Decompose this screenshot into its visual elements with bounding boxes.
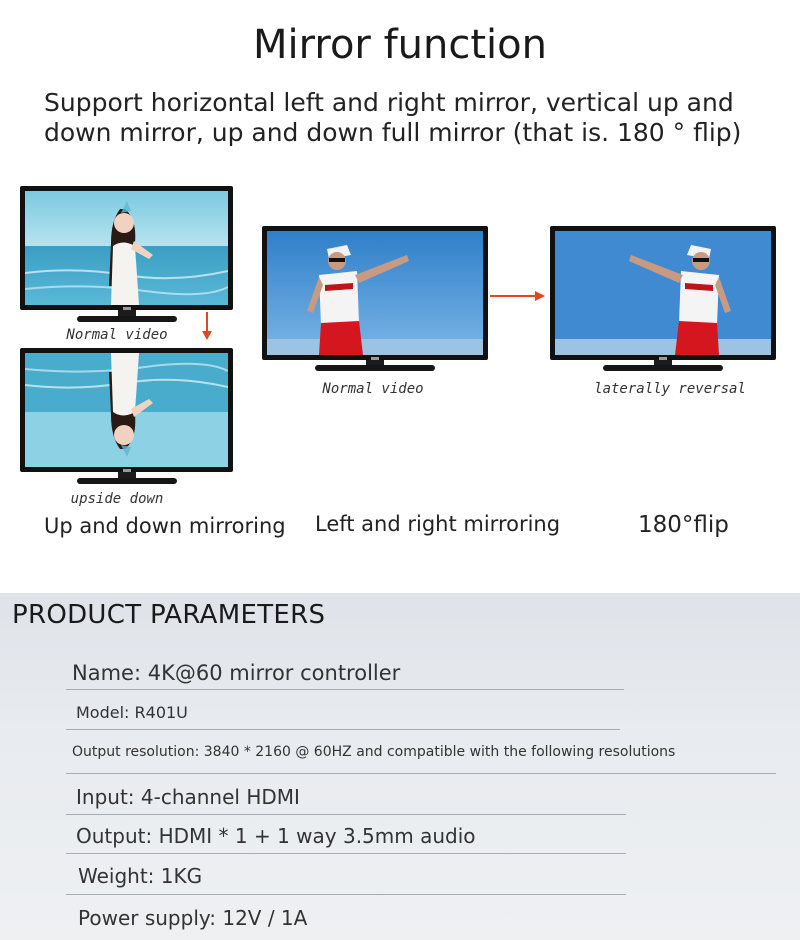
param-output: Output: HDMI * 1 + 1 way 3.5mm audio [76,824,476,848]
page-title: Mirror function [253,22,547,68]
feature-description: Support horizontal left and right mirror, vertical up and down mirror, up and down full mirror (that is. 180 ° flip) [44,88,742,147]
arrow-down-icon [201,330,213,342]
label-180-flip: 180°flip [638,512,729,538]
param-name: Name: 4K@60 mirror controller [72,661,401,685]
label-left-right-mirroring: Left and right mirroring [315,512,561,536]
tv-laterally-reversed [550,226,776,374]
param-model: Model: R401U [76,703,188,722]
caption-laterally-reversal: laterally reversal [594,381,746,397]
player-pointing-mirrored-image [555,231,771,355]
beach-scene-flipped-image [25,353,228,467]
tv-normal-video-player [262,226,488,374]
caption-upside-down: upside down [70,491,164,507]
param-power-supply: Power supply: 12V / 1A [78,906,308,930]
divider [66,814,626,815]
divider [66,853,626,854]
arrow-right-shaft [490,295,536,297]
divider [66,689,624,690]
player-pointing-image [267,231,483,355]
param-output-resolution: Output resolution: 3840 * 2160 @ 60HZ and compatible with the following resolutions [72,744,676,760]
label-up-down-mirroring: Up and down mirroring [44,514,286,538]
tv-upside-down [20,348,233,488]
arrow-right-icon [534,290,546,302]
product-parameters-title: PRODUCT PARAMETERS [12,600,326,630]
divider [66,773,776,774]
caption-normal-video-leftright: Normal video [322,381,424,397]
divider [66,894,626,895]
caption-normal-video-updown: Normal video [66,327,168,343]
beach-scene-image [25,191,228,305]
param-weight: Weight: 1KG [78,864,203,888]
param-input: Input: 4-channel HDMI [76,785,300,809]
divider [66,729,620,730]
tv-normal-video-beach [20,186,233,326]
